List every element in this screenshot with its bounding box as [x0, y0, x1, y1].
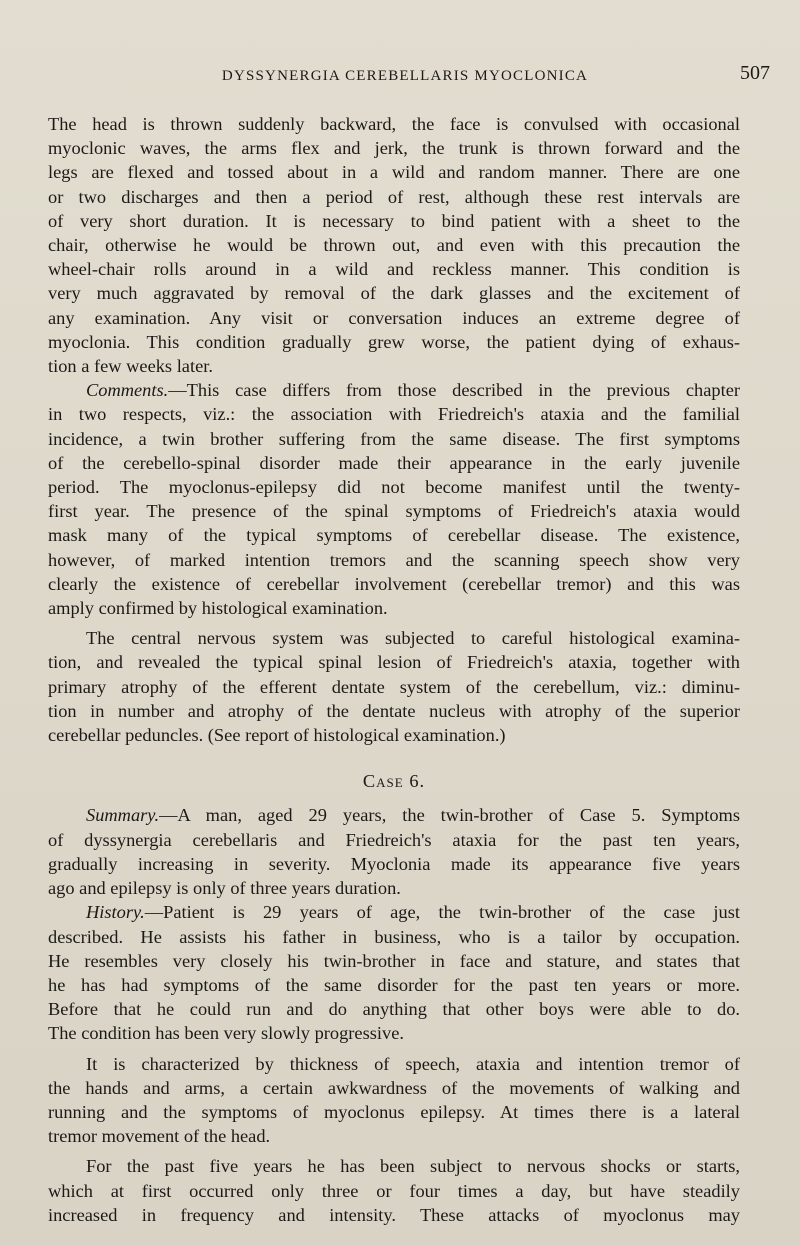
- text-line: He resembles very closely his twin-brother in face and stature, and states that: [48, 950, 740, 971]
- text-line: [48, 803, 740, 827]
- text-line: of dyssynergia cerebellaris and Friedreich's ataxia for the past ten years,: [48, 829, 740, 850]
- text-line: in two respects, viz.: the association with Friedreich's ataxia and the familial: [48, 404, 740, 425]
- text-line: myoclonic waves, the arms flex and jerk, the trunk is thrown forward and the: [48, 138, 740, 159]
- text-line: increased in frequency and intensity. These attacks of myoclonus may: [48, 1204, 740, 1225]
- text-line: The condition has been very slowly progressive.: [48, 1023, 404, 1044]
- text-line: primary atrophy of the efferent dentate system of the cerebellum, viz.: diminu-: [48, 676, 740, 697]
- text-line: any examination. Any visit or conversation induces an extreme degree of: [48, 307, 740, 328]
- text-line: the hands and arms, a certain awkwardness of the movements of walking and: [48, 1077, 740, 1098]
- text-line: chair, otherwise he would be thrown out, and even with this precaution the: [48, 235, 740, 256]
- case-heading: Case 6.: [362, 771, 426, 792]
- text-line: running and the symptoms of myoclonus epilepsy. At times there is a lateral: [48, 1101, 740, 1122]
- text-line: incidence, a twin brother suffering from the same disease. The first symptoms: [48, 428, 740, 449]
- text-line: period. The myoclonus-epilepsy did not become manifest until the twenty-: [48, 477, 740, 498]
- comments-label: Comments.: [86, 380, 169, 401]
- text-line: It is characterized by thickness of speech, ataxia and intention tremor of: [86, 1053, 740, 1074]
- text-line: he has had symptoms of the same disorder for the past ten years or more.: [48, 974, 740, 995]
- text-line: [48, 900, 740, 924]
- text-line: legs are flexed and tossed about in a wild and random manner. There are one: [48, 162, 740, 183]
- text-line: myoclonia. This condition gradually grew worse, the patient dying of exhaus-: [48, 331, 740, 352]
- text-line: The head is thrown suddenly backward, the face is convulsed with occasional: [48, 114, 740, 134]
- comments-first-line: —This case differs from those described in the previous chapter: [168, 380, 740, 401]
- text-line: amply confirmed by histological examination.: [48, 598, 388, 619]
- paragraph-summary: [48, 803, 740, 900]
- text-line: For the past five years he has been subject to nervous shocks or starts,: [86, 1156, 740, 1177]
- text-line: cerebellar peduncles. (See report of histological examination.): [48, 725, 506, 746]
- paragraph-shocks: [48, 1154, 740, 1227]
- text-line: mask many of the typical symptoms of cerebellar disease. The existence,: [48, 525, 740, 546]
- text-line: tremor movement of the head.: [48, 1126, 271, 1147]
- text-line: ago and epilepsy is only of three years duration.: [48, 878, 401, 899]
- summary-label: Summary.: [86, 805, 160, 826]
- text-line: or two discharges and then a period of rest, although these rest intervals are: [48, 186, 740, 207]
- text-line: clearly the existence of cerebellar involvement (cerebellar tremor) and this was: [48, 573, 740, 594]
- summary-first-line: —A man, aged 29 years, the twin-brother of Case 5. Symptoms: [159, 805, 740, 826]
- running-title: DYSSYNERGIA CEREBELLARIS MYOCLONICA: [221, 68, 589, 84]
- body-text: [48, 112, 740, 1227]
- paragraph-characterized: [48, 1052, 740, 1149]
- text-line: very much aggravated by removal of the dark glasses and the excitement of: [48, 283, 740, 304]
- text-line: gradually increasing in severity. Myoclonia made its appearance five years: [48, 853, 740, 874]
- text-line: The central nervous system was subjected to careful histological examina-: [86, 628, 740, 649]
- text-line: tion, and revealed the typical spinal lesion of Friedreich's ataxia, together with: [48, 652, 740, 673]
- paragraph-comments: [48, 378, 740, 620]
- text-line: of the cerebello-spinal disorder made their appearance in the early juvenile: [48, 452, 740, 473]
- text-line: Before that he could run and do anything that other boys were able to do.: [48, 999, 740, 1020]
- text-line: tion in number and atrophy of the dentate nucleus with atrophy of the superior: [48, 700, 740, 721]
- page-number: 507: [740, 62, 770, 84]
- text-line: [48, 378, 740, 402]
- text-line: first year. The presence of the spinal symptoms of Friedreich's ataxia would: [48, 501, 740, 522]
- running-head: [40, 62, 770, 92]
- history-first-line: —Patient is 29 years of age, the twin-brother of the case just: [144, 902, 740, 923]
- paragraph-histology: [48, 626, 740, 747]
- text-line: wheel-chair rolls around in a wild and reckless manner. This condition is: [48, 259, 740, 280]
- text-line: described. He assists his father in business, who is a tailor by occupation.: [48, 926, 740, 947]
- text-line: tion a few weeks later.: [48, 356, 213, 377]
- history-label: History.: [86, 902, 145, 923]
- text-line: which at first occurred only three or four times a day, but have steadily: [48, 1180, 740, 1201]
- text-line: however, of marked intention tremors and the scanning speech show very: [48, 549, 740, 570]
- text-line: of very short duration. It is necessary to bind patient with a sheet to the: [48, 210, 740, 231]
- paragraph-history: [48, 900, 740, 1045]
- paragraph-continuation: [48, 112, 740, 378]
